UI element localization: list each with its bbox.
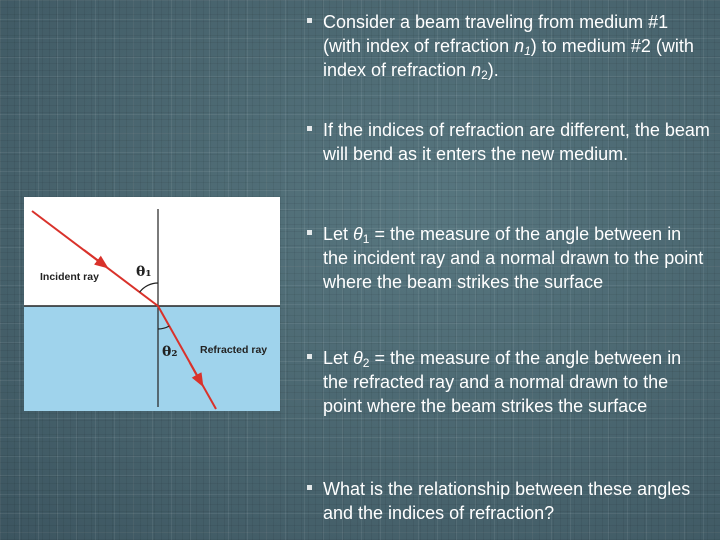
bullet-marker: [307, 18, 312, 23]
incident-ray-arrow: [84, 250, 103, 264]
bullet-text-segment: = the measure of the angle between in the refracted ray and a normal drawn to the point where the beam strikes the surface: [323, 348, 682, 416]
bullet-text-2: If the indices of refraction are different, the beam will bend as it enters the new medium.: [323, 120, 710, 164]
bullet-text-segment: ) to medium #2 (with index of refraction: [323, 36, 694, 80]
theta1-symbol: θ: [353, 224, 363, 244]
theta2-label: θ₂: [162, 344, 178, 360]
theta2-subscript: 2: [362, 356, 370, 370]
bullet-marker: [307, 230, 312, 235]
bullet-marker: [307, 485, 312, 490]
n2-symbol: n: [471, 60, 482, 80]
theta1-arc: [140, 283, 158, 292]
theta1-subscript: 1: [362, 232, 370, 246]
bullet-text-segment: Let: [323, 348, 354, 368]
n2-subscript: 2: [481, 68, 488, 82]
bullet-text-5: What is the relationship between these angles and the indices of refraction?: [323, 479, 691, 523]
theta2-symbol: θ: [353, 348, 363, 368]
theta1-label: θ₁: [136, 264, 152, 280]
bullet-text-segment: ).: [487, 60, 499, 80]
n1-symbol: n: [514, 36, 525, 56]
bullet-text-segment: Let: [323, 224, 354, 244]
refraction-diagram-svg: [24, 197, 280, 411]
bullet-text-segment: = the measure of the angle between in the incident ray and a normal drawn to the point where the beam strikes the surface: [323, 224, 704, 292]
refracted-ray-label: Refracted ray: [200, 344, 268, 356]
bullet-text-segment: Consider a beam traveling from medium #1 (with index of refraction: [323, 12, 669, 56]
refraction-diagram: [24, 197, 280, 411]
incident-ray-label: Incident ray: [40, 271, 99, 283]
bullet-text-3: [323, 222, 711, 294]
bullet-marker: [307, 354, 312, 359]
bullet-text-1: [323, 10, 711, 82]
bullet-marker: [307, 126, 312, 131]
bullet-text-4: [323, 346, 711, 418]
n1-subscript: 1: [524, 44, 531, 58]
medium-2-region: [24, 306, 280, 411]
